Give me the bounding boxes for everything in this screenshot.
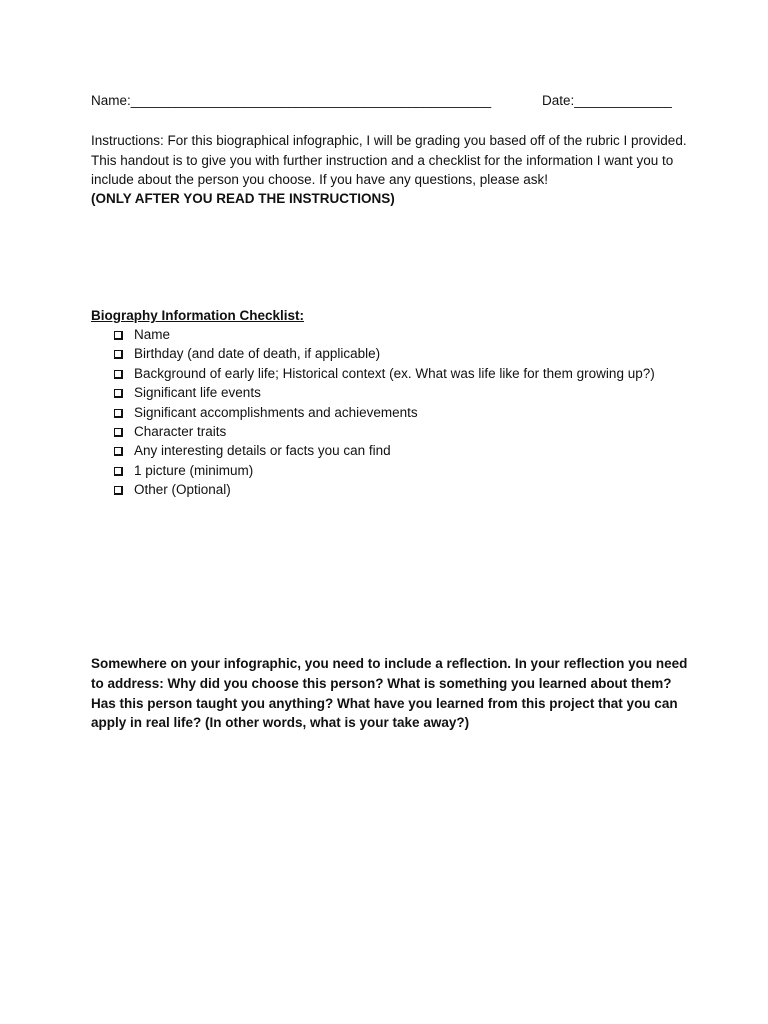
checklist-item-label: Birthday (and date of death, if applicable): [134, 346, 381, 362]
checkbox-icon: [114, 447, 123, 456]
checklist-item-label: Any interesting details or facts you can find: [134, 443, 391, 459]
checkbox-icon: [114, 331, 123, 340]
checklist-item-label: Name: [134, 327, 171, 342]
name-field: Name:________________________________________________: [91, 93, 492, 108]
checklist-item-label: Significant accomplishments and achievements: [134, 404, 418, 420]
checklist-item: [114, 344, 655, 363]
checklist-item-label: Other (Optional): [134, 482, 231, 498]
checklist-item: [114, 325, 655, 344]
checklist-item: [114, 441, 655, 460]
checkbox-icon: [114, 350, 123, 359]
reflection-paragraph: Somewhere on your infographic, you need to include a reflection. In your reflection you need to address: Why did you choose this person? What is something you learned about them? Has this person taught you anything? What have you learned from this project that you can apply in real life? (In other words, what is your take away?): [91, 656, 688, 731]
checkbox-icon: [114, 389, 123, 398]
checklist-item: [114, 461, 655, 480]
checkbox-icon: [114, 486, 123, 495]
date-field: Date:_____________: [542, 93, 672, 108]
checkbox-icon: [114, 428, 123, 437]
header-row: [91, 93, 681, 111]
instructions-emphasis: (ONLY AFTER YOU READ THE INSTRUCTIONS): [91, 191, 395, 206]
checklist: [114, 325, 655, 500]
checklist-item: [114, 480, 655, 499]
checklist-item-label: Character traits: [134, 423, 227, 439]
instructions-paragraph: Instructions: For this biographical infographic, I will be grading you based off of the rubric I provided. This handout is to give you with further instruction and a checklist for the information I want you to include about the person you choose. If you have any questions, please ask!: [91, 133, 687, 187]
checklist-item: [114, 383, 655, 402]
checklist-item-label: Background of early life; Historical context (ex. What was life like for them growing up?): [134, 365, 655, 381]
checkbox-icon: [114, 467, 123, 476]
checkbox-icon: [114, 409, 123, 418]
checklist-item-label: Significant life events: [134, 385, 261, 401]
checklist-item: [114, 403, 655, 422]
checklist-item: [114, 422, 655, 441]
checklist-item-label: 1 picture (minimum): [134, 462, 254, 478]
checkbox-icon: [114, 370, 123, 379]
checklist-item: [114, 364, 655, 383]
checklist-title: Biography Information Checklist:: [91, 308, 305, 323]
